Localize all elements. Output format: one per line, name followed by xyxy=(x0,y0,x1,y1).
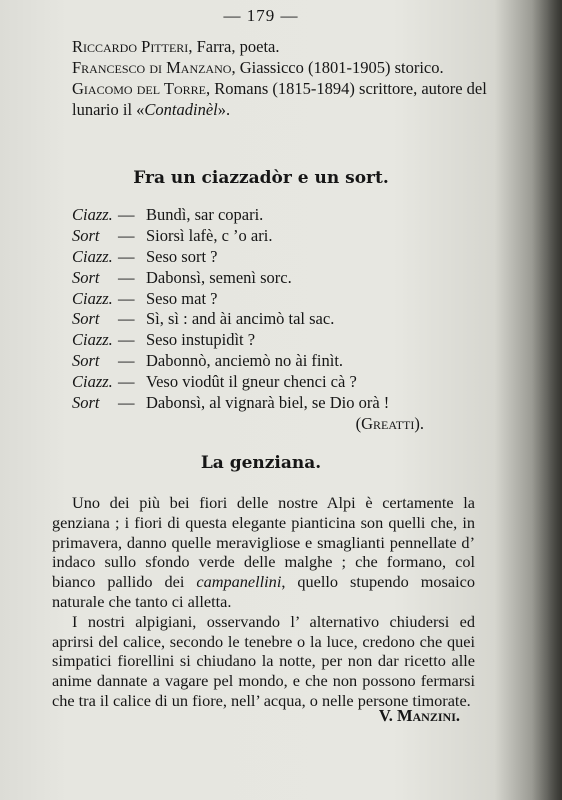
speech: Dabonnò, anciemò no ài finìt. xyxy=(146,350,344,370)
biography-text-end: ». xyxy=(217,100,231,119)
biography-text: , Giassicco (1801-1905) storico. xyxy=(231,58,444,77)
dash: — xyxy=(118,330,135,350)
paragraph xyxy=(52,493,475,612)
speaker: Sort xyxy=(72,350,100,370)
speech: Veso viodût il gneur chenci cà ? xyxy=(146,371,357,391)
speaker: Sort xyxy=(72,309,100,329)
genziana-text xyxy=(52,493,475,711)
dialogue-line xyxy=(72,371,512,392)
speech: Sì, sì : and ài ancimò tal sac. xyxy=(146,309,335,329)
speech: Dabonsì, al vignarà biel, se Dio orà ! xyxy=(146,392,390,412)
dialogue-line xyxy=(72,226,512,247)
dialogue-line xyxy=(72,351,512,372)
speaker: Sort xyxy=(72,392,100,412)
speech: Seso sort ? xyxy=(146,246,218,266)
dialogue-line xyxy=(72,330,512,351)
speech: Dabonsì, semenì sorc. xyxy=(146,267,292,287)
biography-list xyxy=(72,36,502,120)
paragraph: I nostri alpigiani, osservando l’ alternativo chiudersi ed aprirsi del calice, secondo le tenebre o la luce, credono che quei simpatici fiorellini si chiudano la notte, per non dar ricetto alle anime dannate a vagare pel mondo, e che non possono fermarsi che tra il calice di un fiore, nell’ acqua, o nelle persone timorate. xyxy=(52,611,475,710)
speech: Seso mat ? xyxy=(146,288,218,308)
biography-name: Riccardo Pitteri xyxy=(72,37,189,56)
dash: — xyxy=(118,246,135,266)
biography-name: Giacomo del Torre xyxy=(72,79,206,98)
section-title-genziana: La genziana. xyxy=(200,453,322,473)
page-number: — 179 — xyxy=(223,6,299,25)
dash: — xyxy=(118,205,135,225)
genziana-author: V. Manzini. xyxy=(378,706,460,725)
speech: Bundì, sar copari. xyxy=(146,205,264,225)
biography-entry xyxy=(72,36,502,57)
dash: — xyxy=(118,226,135,246)
speaker: Sort xyxy=(72,267,100,287)
section-title-dialogue: Fra un ciazzadòr e un sort. xyxy=(133,168,389,188)
speech: Siorsì lafè, c ’o ari. xyxy=(146,226,273,246)
dialogue-line xyxy=(72,392,512,413)
dialogue-author: (Greatti). xyxy=(355,414,424,433)
dialogue-line xyxy=(72,267,512,288)
biography-entry xyxy=(72,78,502,120)
dash: — xyxy=(118,267,135,287)
dialogue-line xyxy=(72,288,512,309)
speaker: Ciazz. xyxy=(72,246,113,266)
speaker: Ciazz. xyxy=(72,288,113,308)
lunario-title: Contadinèl xyxy=(144,100,218,119)
dialogue xyxy=(72,205,512,413)
dash: — xyxy=(118,371,135,391)
dash: — xyxy=(118,309,135,329)
paragraph-italic: campanellini xyxy=(196,572,282,592)
dash: — xyxy=(118,392,135,412)
speech: Seso instupidìt ? xyxy=(146,330,256,350)
biography-text: , Romans (1815-1894) scrittore, autore del lunario il « xyxy=(72,79,487,119)
biography-text: , Farra, poeta. xyxy=(188,37,280,56)
biography-name: Francesco di Manzano xyxy=(72,58,232,77)
speaker: Ciazz. xyxy=(72,205,113,225)
dialogue-line xyxy=(72,205,512,226)
dialogue-line xyxy=(72,247,512,268)
dialogue-line xyxy=(72,309,512,330)
dash: — xyxy=(118,350,135,370)
paragraph-text: Uno dei più bei fiori delle nostre Alpi è certamente la genziana ; i fiori di questa elegante pianticina son quelli che, in primavera, danno quelle meravigliose e smaglianti pennellate d’ indaco sullo sfondo verde delle malghe ; che formano, col bianco pallido dei xyxy=(52,493,475,592)
dash: — xyxy=(118,288,135,308)
speaker: Sort xyxy=(72,226,100,246)
speaker: Ciazz. xyxy=(72,330,113,350)
paragraph-text-end: , quello stupendo mosaico naturale che tanto ci alletta. xyxy=(52,572,475,611)
page-edge-shadow xyxy=(532,0,562,800)
biography-entry xyxy=(72,57,502,78)
speaker: Ciazz. xyxy=(72,371,113,391)
